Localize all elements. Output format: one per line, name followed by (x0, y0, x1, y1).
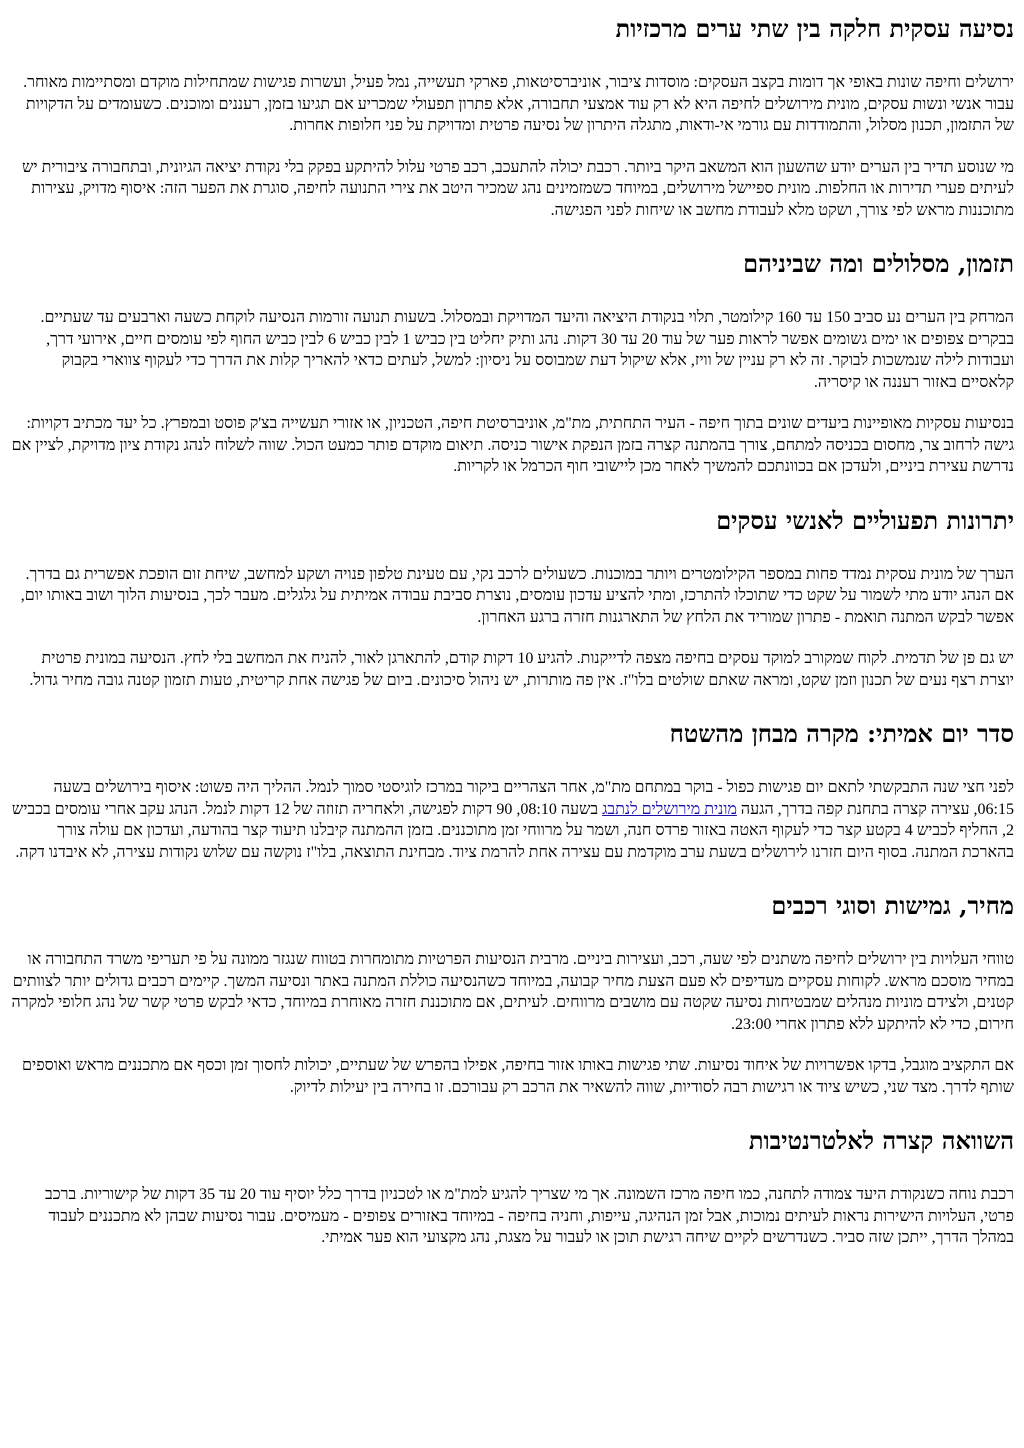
section-heading-pricing: מחיר, גמישות וסוגי רכבים (771, 891, 1014, 920)
section-heading-advantages: יתרונות תפעוליים לאנשי עסקים (716, 505, 1014, 535)
section-heading-intro: נסיעה עסקית חלקה בין שתי ערים מרכזיות (615, 14, 1014, 43)
paragraph: טווחי העלויות בין ירושלים לחיפה משתנים לפי שעה, רכב, ועצירות ביניים. מרבית הנסיעות הפרטיות מתומחרות בטווח שנגזר ממונה על פי תעריפי משרד התחבורה או במחיר מוסכם מראש. לקוחות עסקיים מעדיפים לא פעם הצעת מחיר קבועה, במיוחד כשהנסיעה כוללת המתנה באתר ונסיעה המשך. קיימים רכבים גדולים יותר לצוותים קטנים, ולצידם מוניות מנהלים שמבטיחות נסיעה שקטה עם מושבים מרווחים. לעיתים, אם מתוכננת חזרה מאוחרת במיוחד, כדאי לבקש פרטי קשר של נהג חלופי למקרה חירום, כדי לא להיתקע ללא פתרון אחרי 23:00. (11, 951, 1014, 1033)
paragraph: מי שנוסע תדיר בין הערים יודע שהשעון הוא המשאב היקר ביותר. רכבת יכולה להתעכב, רכב פרטי עלול להיתקע בפקק בלי נקודת יציאה הגיונית, ובתחבורה ציבורית יש לעיתים פערי תדירות או החלפות. מונית ספיישל מירושלים, במיוחד כשמזמינים נהג שמכיר היטב את צירי התנועה לחיפה, סוגרת את הפער הזה: איסוף מדויק, עצירות מתוכננות מראש לפי צורך, ושקט מלא לעבודת מחשב או שיחות לפני הפגישה. (22, 158, 1014, 219)
paragraph: הערך של מונית עסקית נמדד פחות במספר הקילומטרים ויותר במוכנות. כשעולים לרכב נקי, עם טעינת טלפון פנויה ושקע למחשב, שיחת זום הופכת אפשרית גם בדרך. אם הנהג יודע מתי לשמור על שקט כדי שתוכלו להתרכז, ומתי להציע עדכון עומסים, נוצרת סביבת עבודה אמיתית על גלגלים. מעבר לכך, בנסיעות הלוך ושוב באותו יום, אפשר לבקש המתנה תואמת - פתרון שמוריד את הלחץ של התארגנות חזרה ברגע האחרון. (20, 565, 1014, 626)
case-study-paragraph (10, 777, 1014, 863)
paragraph: רכבת נוחה כשנקודת היעד צמודה לתחנה, כמו חיפה מרכז השמונה. אך מי שצריך להגיע למת"מ או לטכניון בדרך כלל יוסיף עוד 20 עד 35 דקות של קישוריות. ברכב פרטי, העלויות הישירות נראות לעיתים נמוכות, אבל זמן הנהיגה, עייפות, וחניה בחיפה - במיוחד באזורים צפופים - מעמיסים. עבור נסיעות שבהן לא מתכננים לעבוד במהלך הדרך, ייתכן שזה סביר. כשנדרשים לקיים שיחה רגישת תוכן או לעבור על מצגת, נהג מקצועי הוא פער אמיתי. (45, 1186, 1014, 1246)
paragraph: בנסיעות עסקיות מאופיינות ביעדים שונים בתוך חיפה - העיר התחתית, מת"מ, אוניברסיטת חיפה, הטכניון, או אזורי תעשייה בצ'ק פוסט ובמפרץ. כל יעד מכתיב דקויות: גישה לרחוב צר, מחסום בכניסה למתחם, צורך בהמתנה קצרה בזמן הנפקת אישור כניסה. תיאום מוקדם פותר כמעט הכול. שווה לשלוח לנהג נקודת ציון מדויקת, לציין אם נדרשת עצירת ביניים, ולעדכן אם בכוונתכם להמשיך לאחר מכן ליישובי חוף הכרמל או לקריות. (11, 415, 1014, 475)
section-heading-timing: תזמון, מסלולים ומה שביניהם (743, 249, 1014, 278)
section-heading-case-study: סדר יום אמיתי: מקרה מבחן מהשטח (669, 719, 1014, 748)
paragraph: ירושלים וחיפה שונות באופי אך דומות בקצב העסקים: מוסדות ציבור, אוניברסיטאות, פארקי תעשייה, נמל פעיל, ועשרות פגישות שמתחילות מוקדם ומסתיימות מאוחר. עבור אנשי ונשות עסקים, מונית מירושלים לחיפה היא לא רק עוד אמצעי תחבורה, אלא פתרון תפעולי שמכריע אם תגיעו בזמן, רעננים ומוכנים. כשעומדים על הדקויות של התזמון, תכנון מסלול, והתמודדות עם גורמי אי-ודאות, מתגלה היתרון של נסיעה פרטית ומדויקת על פני חלופות אחרות. (23, 74, 1014, 134)
case-study-text-end: בשעה 08:10, 90 דקות לפגישה, ולאחריה תזוזה של 12 דקות לנמל. הנהג עקב אחרי עומסים בכביש 2, החליף לכביש 4 בקטע קצר כדי לעקוף האטה באזור פרדס חנה, ושמר על מרווחי זמן מתוכננים. בזמן ההמתנה קיבלנו תיעוד קצר בהודעה, ועדכון אם עולה צורך בהארכת המתנה. בסוף היום חזרנו לירושלים בשעת ערב מוקדמת עם עצירה אחת להרמת ציוד. מבחינת התוצאה, בלו"ז נוקשה עם שלוש נקודות עצירה, לא איבדנו דקה. (11, 800, 1014, 861)
taxi-jerusalem-ben-gurion-link[interactable]: מונית מירושלים לנתבג (602, 800, 737, 818)
paragraph: יש גם פן של תדמית. לקוח שמקורב למוקד עסקים בחיפה מצפה לדייקנות. להגיע 10 דקות קודם, להתארגן לאור, להניח את המחשב בלי לחץ. הנסיעה במונית פרטית יוצרת רצף נעים של תכנון וזמן שקט, ומראה שאתם שולטים בלו"ז. אין פה מותרות, יש ניהול סיכונים. ביום של פגישה אחת קריטית, טעות תזמון קטנה גובה מחיר גדול. (29, 650, 1014, 689)
paragraph: המרחק בין הערים נע סביב 150 עד 160 קילומטר, תלוי בנקודת היציאה והיעד המדויקת ובמסלול. בשעות תנועה זורמות הנסיעה לוקחת כשעה וארבעים עד שעתיים. בבקרים צפופים או ימים גשומים אפשר לראות פער של עוד 20 עד 30 דקות. נהג ותיק יחליט בין כביש 1 לבין כביש 6 לבין כביש החוף לפי עומסים חיים, אירועי דרך, ועבודות לילה שנמשכות לבוקר. זה לא רק עניין של וויז, אלא שיקול דעת שמבוסס על ניסיון: למשל, לעתים כדאי להאריך קלות את הדרך כדי לעקוף צווארי בקבוק קלאסיים באזור רעננה או קיסריה. (40, 309, 1014, 391)
section-heading-comparison: השוואה קצרה לאלטרנטיבות (748, 1126, 1014, 1155)
paragraph: אם התקציב מוגבל, בדקו אפשרויות של איחוד נסיעות. שתי פגישות באותו אזור בחיפה, אפילו בהפרש של שעתיים, יכולות לחסוך זמן וכסף אם מתכננים מראש ואוספים שותף לדרך. מצד שני, כשיש ציוד או רגישות רבה לסודיות, שווה להשאיר את הרכב רק עבורכם. זו בחירה בין יעילות לדיוק. (22, 1057, 1014, 1096)
case-study-text-start: לפני חצי שנה התבקשתי לתאם יום פגישות כפול - בוקר במתחם מת"מ, אחר הצהריים ביקור במרכז לוגיסטי סמוך לנמל. ההליך היה פשוט: איסוף בירושלים בשעה 06:15, עצירה קצרה בתחנת קפה בדרך, הגעה (53, 779, 1014, 818)
